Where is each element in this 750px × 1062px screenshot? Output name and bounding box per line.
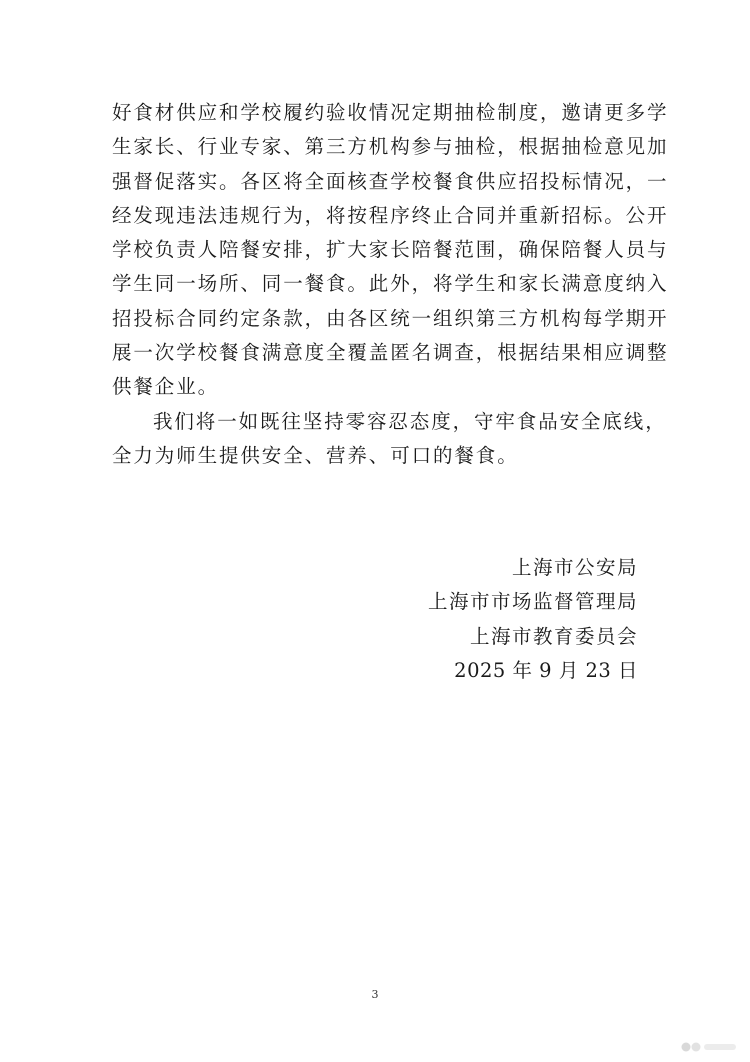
signature-date: 2025 年 9 月 23 日 xyxy=(454,658,638,682)
signature-org-public-security: 上海市公安局 xyxy=(511,556,638,579)
body-line: 招投标合同约定条款，由各区统一组织第三方机构每学期开 xyxy=(112,306,669,330)
body-line: 供餐企业。 xyxy=(112,375,220,399)
closing-line: 全力为师生提供安全、营养、可口的餐食。 xyxy=(112,443,519,467)
body-line: 生家长、行业专家、第三方机构参与抽检，根据抽检意见加 xyxy=(112,135,669,159)
page-number: 3 xyxy=(371,988,379,1001)
watermark-icon xyxy=(680,1040,738,1054)
signature-org-education: 上海市教育委员会 xyxy=(469,624,638,648)
signature-org-market-supervision: 上海市市场监督管理局 xyxy=(427,590,638,614)
body-line: 学校负责人陪餐安排，扩大家长陪餐范围，确保陪餐人员与 xyxy=(112,238,669,262)
body-line: 展一次学校餐食满意度全覆盖匿名调查，根据结果相应调整 xyxy=(112,341,669,365)
body-line: 好食材供应和学校履约验收情况定期抽检制度，邀请更多学 xyxy=(112,101,669,124)
signature-block xyxy=(428,551,638,688)
body-line: 学生同一场所、同一餐食。此外，将学生和家长满意度纳入 xyxy=(112,272,669,296)
body-line: 经发现违法违规行为，将按程序终止合同并重新招标。公开 xyxy=(112,203,669,227)
document-body xyxy=(112,96,669,473)
body-line: 强督促落实。各区将全面核查学校餐食供应招投标情况，一 xyxy=(112,169,669,193)
closing-line: 我们将一如既往坚持零容忍态度，守牢食品安全底线， xyxy=(153,409,667,433)
